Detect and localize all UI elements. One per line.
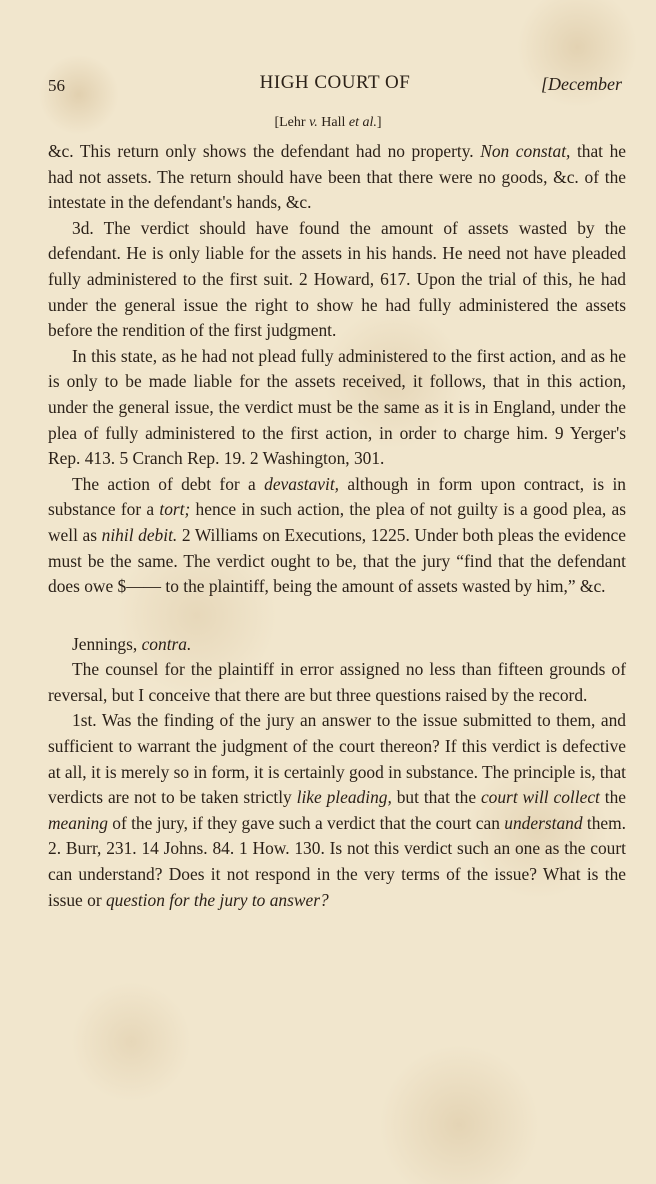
- text-run: 2 Williams on Executions, 1225. Under both pleas the evidence must be the same. The verdict ought to be, that the jury “find that the defendant does owe $—— to the plaintiff, being the amount of assets wasted by him,” &c.: [48, 524, 626, 597]
- caption-parties: Hall: [317, 115, 349, 130]
- text-run: the: [599, 787, 627, 808]
- paragraph-state: In this state, as he had not plead fully administered to the first action, and as he is only to be made liable for the assets received, it follows, that in this action, under the general issue, the verdict must be the same as it is in England, under the plea of fully administered to the first action, in order to charge him. 9 Yerger's Rep. 413. 5 Cranch Rep. 19. 2 Washington, 301.: [48, 345, 626, 469]
- text-run: &c. This return only shows the defendant had no property.: [48, 141, 481, 161]
- section-gap: [48, 600, 626, 632]
- text-run-italic: Non constat,: [480, 141, 571, 161]
- text-run-italic: contra.: [141, 633, 192, 654]
- caption-et-al: et al.: [348, 115, 377, 130]
- text-run-italic: meaning: [48, 812, 108, 833]
- text-run: although in form upon contract, is in substance for a: [48, 473, 626, 520]
- text-run-italic: tort;: [159, 499, 191, 520]
- caption-close: ]: [376, 115, 382, 130]
- text-run-italic: court will collect: [480, 787, 600, 808]
- text-run-italic: nihil debit.: [101, 524, 178, 545]
- court-title: HIGH COURT OF: [259, 72, 411, 93]
- text-run: Jennings,: [72, 633, 142, 654]
- paragraph-devastavit: [48, 472, 626, 600]
- text-run: but that the: [391, 787, 481, 808]
- running-head: [48, 72, 622, 100]
- text-run-italic: devastavit,: [264, 473, 339, 494]
- paragraph-jennings: [48, 632, 626, 658]
- paragraph-third-point: 3d. The verdict should have found the amount of assets wasted by the defendant. He is only liable for the assets in his hands. He need not have pleaded fully administered to the first suit. 2 Howard, 617. Upon the trial of this, he had under the general issue the right to show he had fully administered the assets before the rendition of the first judgment.: [48, 217, 626, 341]
- paragraph-return: [48, 139, 626, 216]
- caption-open: [Lehr: [274, 115, 310, 130]
- text-run-italic: question for the jury to answer?: [105, 889, 329, 910]
- text-run: hence in such action, the plea of not guilty is a good plea, as well as: [48, 499, 627, 545]
- paragraph-counsel: The counsel for the plaintiff in error assigned no less than fifteen grounds of reversal, but I conceive that there are but three questions raised by the record.: [48, 659, 626, 705]
- text-run: The action of debt for a: [72, 473, 265, 494]
- text-run: them. 2. Burr, 231. 14 Johns. 84. 1 How. 130. Is not this verdict such an one as the court can understand? Does it not respond in the very terms of the issue? What is the issue or: [48, 812, 627, 910]
- text-run: that he had not assets. The return should have been that there were no goods, &c. of the intestate in the defendant's hands, &c.: [48, 141, 626, 213]
- text-run-italic: like pleading,: [296, 787, 392, 808]
- case-caption: [0, 115, 656, 131]
- text-run: 1st. Was the finding of the jury an answer to the issue submitted to them, and sufficient to warrant the judgment of the court thereon? If this verdict is defective at all, it is merely so in form, it is certainly good in substance. The principle is, that verdicts are not to be taken strictly: [48, 710, 626, 808]
- body-text: [48, 139, 626, 913]
- text-run-italic: understand: [504, 812, 583, 833]
- page-number: 56: [48, 76, 65, 95]
- text-run: of the jury, if they gave such a verdict that the court can: [107, 812, 505, 833]
- paragraph-first-question: [48, 708, 626, 913]
- caption-v: v.: [309, 115, 318, 130]
- month-label: [December: [541, 74, 622, 94]
